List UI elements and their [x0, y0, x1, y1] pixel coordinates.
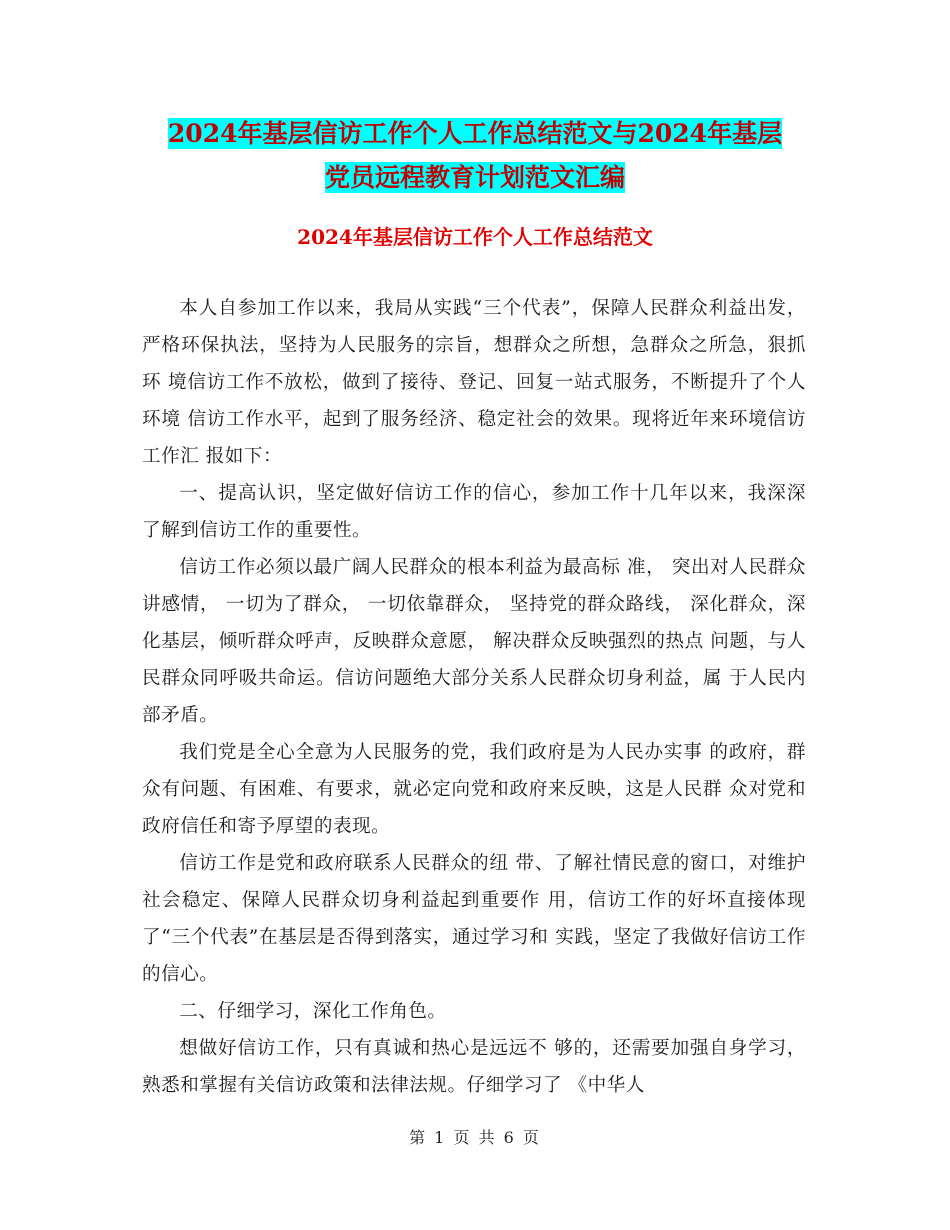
document-body: [142, 290, 806, 1104]
section-title: 2024年基层信访工作个人工作总结范文: [297, 225, 653, 249]
page-footer: 第 1 页 共 6 页: [409, 1128, 541, 1147]
paragraph: 信访工作必须以最广阔人民群众的根本利益为最高标 准， 突出对人民群众讲感情， 一切为了群众， 一切依靠群众， 坚持党的群众路线， 深化群众，深化基层，倾听群众呼声，反映群众意愿， 解决群众反映强烈的热点 问题，与人民群众同呼吸共命运。信访问题绝大部分关系人民群众切身利益，属 于人民内部矛盾。: [142, 557, 806, 726]
paragraph: 一、提高认识，坚定做好信访工作的信心，参加工作十几年以来，我深深了解到信访工作的重要性。: [142, 483, 806, 541]
document-title: [140, 112, 810, 200]
paragraph: 想做好信访工作，只有真诚和热心是远远不 够的，还需要加强自身学习，熟悉和掌握有关信访政策和法律法规。仔细学习了 《中华人: [142, 1038, 806, 1096]
paragraph: 信访工作是党和政府联系人民群众的纽 带、了解社情民意的窗口，对维护社会稳定、保障人民群众切身利益起到重要作 用，信访工作的好坏直接体现了“三个代表”在基层是否得到落实，通过学习和 实践，坚定了我做好信访工作的信心。: [142, 853, 806, 985]
paragraph: 我们党是全心全意为人民服务的党，我们政府是为人民办实事 的政府，群众有问题、有困难、有要求，就必定向党和政府来反映，这是人民群 众对党和政府信任和寄予厚望的表现。: [142, 742, 806, 837]
document-title-line-1: 2024年基层信访工作个人工作总结范文与2024年基层: [167, 119, 783, 148]
document-title-line-2: 党员远程教育计划范文汇编: [324, 163, 625, 192]
paragraph: 本人自参加工作以来，我局从实践“三个代表”，保障人民群众利益出发， 严格环保执法，坚持为人民服务的宗旨，想群众之所想，急群众之所急，狠抓环 境信访工作不放松，做到了接待、登记、回复一站式服务，不断提升了个人环境 信访工作水平，起到了服务经济、稳定社会的效果。现将近年来环境信访工作汇 报如下：: [142, 298, 806, 467]
paragraph: 二、仔细学习，深化工作角色。: [179, 1001, 447, 1022]
